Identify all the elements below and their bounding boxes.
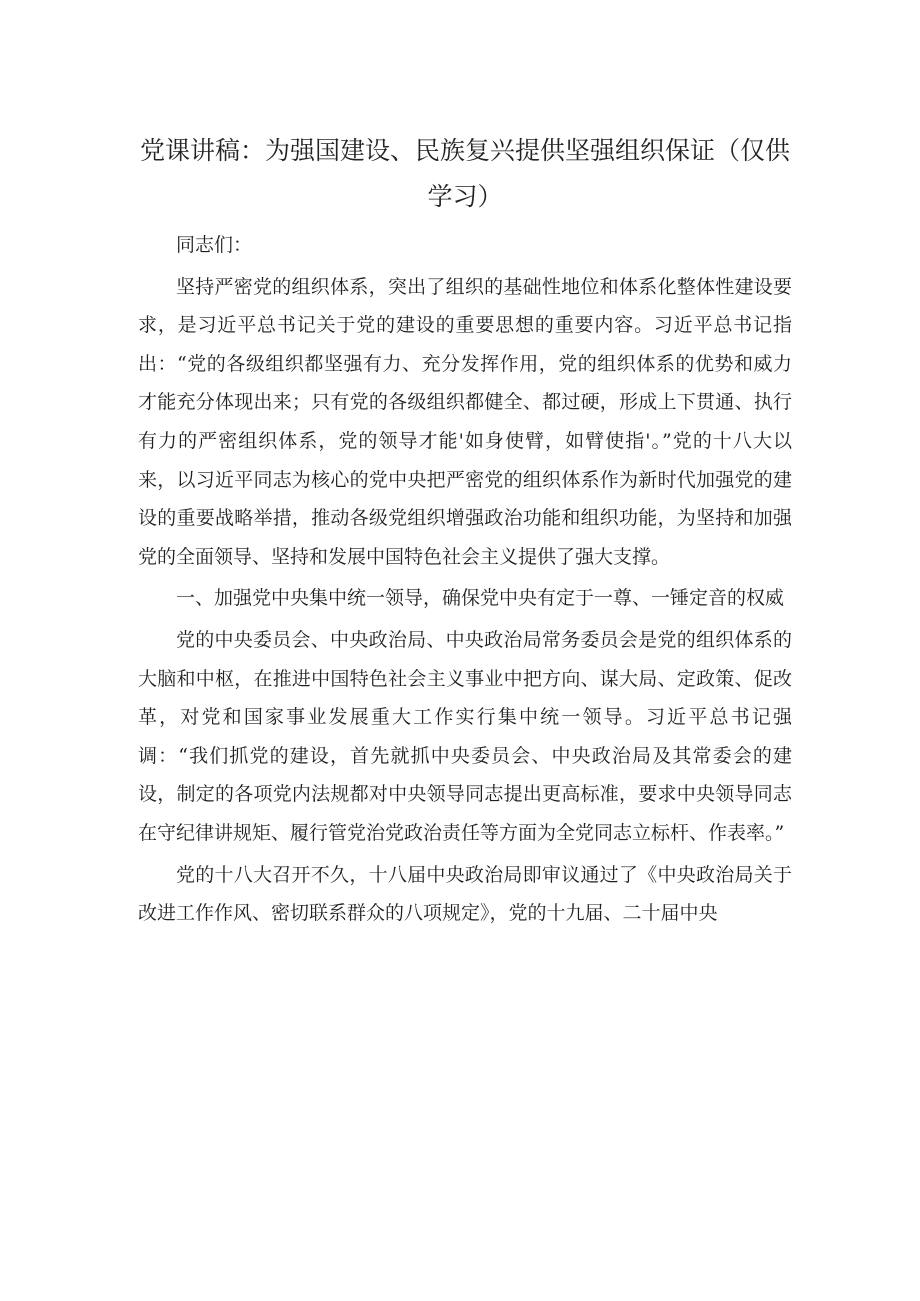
document-body — [138, 226, 792, 933]
document-title: 党课讲稿：为强国建设、民族复兴提供坚强组织保证（仅供学习） — [139, 136, 790, 211]
paragraph-eight-rules: 党的十八大召开不久，十八届中央政治局即审议通过了《中央政治局关于改进工作作风、密切联系群众的八项规定》，党的十九届、二十届中央 — [138, 863, 792, 925]
greeting: 同志们： — [176, 234, 253, 256]
paragraph-central-committee: 党的中央委员会、中央政治局、中央政治局常务委员会是党的组织体系的大脑和中枢，在推进中国特色社会主义事业中把方向、谋大局、定政策、促改革，对党和国家事业发展重大工作实行集中统一领导。习近平总书记强调：“我们抓党的建设，首先就抓中央委员会、中央政治局及其常委会的建设，制定的各项党内法规都对中央领导同志提出更高标准，要求中央领导同志在守纪律讲规矩、履行管党治党政治责任等方面为全党同志立标杆、作表率。” — [138, 628, 792, 844]
paragraph-intro: 坚持严密党的组织体系，突出了组织的基础性地位和体系化整体性建设要求，是习近平总书记关于党的建设的重要思想的重要内容。习近平总书记指出：“党的各级组织都坚强有力、充分发挥作用，党的组织体系的优势和威力才能充分体现出来；只有党的各级组织都健全、都过硬，形成上下贯通、执行有力的严密组织体系，党的领导才能'如身使臂，如臂使指'。”党的十八大以来，以习近平同志为核心的党中央把严密党的组织体系作为新时代加强党的建设的重要战略举措，推动各级党组织增强政治功能和组织功能，为坚持和加强党的全面领导、坚持和发展中国特色社会主义提供了强大支撑。 — [138, 275, 792, 568]
section-heading-1: 一、加强党中央集中统一领导，确保党中央有定于一尊、一锤定音的权威 — [176, 587, 785, 610]
